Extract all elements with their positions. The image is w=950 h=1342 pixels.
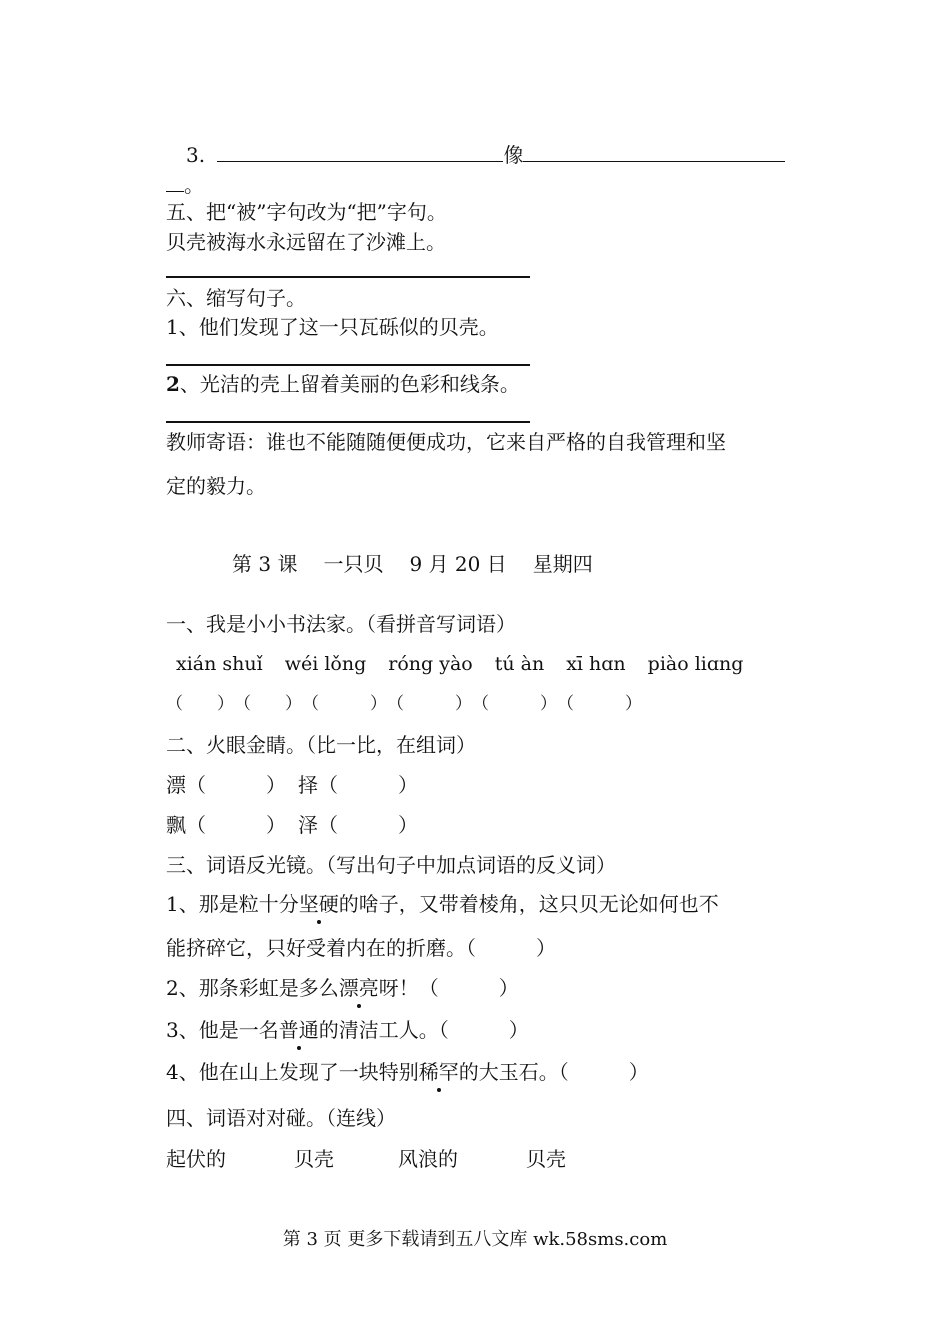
answer-paren-6[interactable]: （ ）: [557, 694, 642, 714]
sec6-q2: [166, 370, 520, 398]
answer-paren-5[interactable]: （ ）: [472, 694, 557, 714]
part3-q4-post: 的大玉石。（ ）: [458, 1060, 649, 1084]
pinyin-2: wéi lǒng: [284, 653, 367, 675]
pinyin-row: [176, 650, 765, 678]
part3-q1-pre: 1、那是粒十分: [166, 892, 299, 916]
sec5-heading: 五、把“被”字句改为“把”字句。: [166, 200, 447, 224]
part2-row1-a[interactable]: 漂（ ）: [166, 773, 286, 797]
answer-paren-4[interactable]: （ ）: [387, 694, 472, 714]
part3-q1-post: 的啥子，又带着棱角，这只贝无论如何也不: [338, 892, 719, 916]
part1-heading: 一、我是小小书法家。（看拼音写词语）: [166, 612, 516, 636]
part3-q2-post: 呀！（ ）: [378, 976, 519, 1000]
sec6-q1: 1、他们发现了这一只瓦砾似的贝壳。: [166, 315, 499, 339]
part2-row1: [166, 771, 418, 799]
match-word-3[interactable]: 风浪的: [398, 1147, 458, 1171]
pinyin-3: róng yào: [388, 653, 473, 675]
answer-paren-1[interactable]: （ ）: [166, 694, 234, 714]
match-word-1[interactable]: 起伏的: [166, 1147, 226, 1171]
answer-paren-2[interactable]: （ ）: [234, 694, 302, 714]
teacher-message-line2: 定的毅力。: [166, 474, 266, 498]
sec6-q2-text: 、光洁的壳上留着美丽的色彩和线条。: [179, 372, 520, 396]
part2-row1-b[interactable]: 择（ ）: [298, 773, 418, 797]
item3-end: 。: [184, 173, 204, 197]
answer-paren-3[interactable]: （ ）: [302, 694, 387, 714]
item3-blank-2[interactable]: [523, 141, 785, 162]
paren-row: [166, 690, 642, 718]
part3-q2-pre: 2、那条彩虹是多么: [166, 976, 339, 1000]
part3-q2: [166, 974, 519, 1002]
teacher-message-line1: 教师寄语：谁也不能随随便便成功，它来自严格的自我管理和坚: [166, 430, 726, 454]
part3-q3: [166, 1016, 529, 1044]
part2-row2: [166, 811, 418, 839]
part3-q1-line2: 能挤碎它，只好受着内在的折磨。（ ）: [166, 936, 556, 960]
pinyin-1: xián shuǐ: [176, 653, 263, 675]
lesson-name: 一只贝: [323, 552, 384, 576]
item3-blank-1[interactable]: [217, 141, 503, 162]
sec6-heading: 六、缩写句子。: [166, 286, 306, 310]
item3-blank-3[interactable]: [166, 171, 184, 192]
part2-heading: 二、火眼金睛。（比一比，在组词）: [166, 733, 476, 757]
match-word-4[interactable]: 贝壳: [526, 1147, 566, 1171]
lesson-weekday: 星期四: [532, 552, 593, 576]
pinyin-5: xī hɑn: [566, 653, 626, 675]
match-word-2[interactable]: 贝壳: [294, 1147, 334, 1171]
sec5-answer-line[interactable]: [166, 276, 530, 278]
part3-q4-pre: 4、他在山上发现了一块特别: [166, 1060, 419, 1084]
page-footer: 第 3 页 更多下载请到五八文库 wk.58sms.com: [282, 1229, 668, 1250]
lesson-number: 第 3 课: [232, 552, 298, 576]
part3-q4: [166, 1058, 649, 1086]
part3-q3-dotted-word: 普通: [278, 1018, 319, 1042]
item3-number: 3.: [186, 143, 206, 167]
pinyin-4: tú àn: [494, 653, 545, 675]
part3-q4-dotted-word: 稀罕: [418, 1060, 459, 1084]
lesson-title: [232, 550, 593, 578]
part3-q1-line1: [166, 890, 719, 918]
part4-words: [166, 1145, 566, 1173]
item3-connector: 像: [503, 143, 524, 167]
part2-row2-a[interactable]: 飘（ ）: [166, 813, 286, 837]
part3-q3-pre: 3、他是一名: [166, 1018, 279, 1042]
part3-q2-dotted-word: 漂亮: [338, 976, 379, 1000]
sec6-q1-answer-line[interactable]: [166, 364, 530, 366]
part2-row2-b[interactable]: 泽（ ）: [298, 813, 418, 837]
item3-line: [186, 141, 785, 169]
sec5-sentence: 贝壳被海水永远留在了沙滩上。: [166, 230, 446, 254]
part3-q1-dotted-word: 坚硬: [298, 892, 339, 916]
sec6-q2-answer-line[interactable]: [166, 421, 530, 423]
part3-heading: 三、词语反光镜。（写出句子中加点词语的反义词）: [166, 853, 616, 877]
part4-heading: 四、词语对对碰。（连线）: [166, 1106, 396, 1130]
lesson-date: 9 月 20 日: [409, 552, 507, 576]
sec6-q2-number: 2: [166, 372, 180, 396]
item3-line-end: [166, 171, 204, 199]
pinyin-6: piào liɑng: [647, 653, 744, 675]
part3-q3-post: 的清洁工人。（ ）: [318, 1018, 529, 1042]
